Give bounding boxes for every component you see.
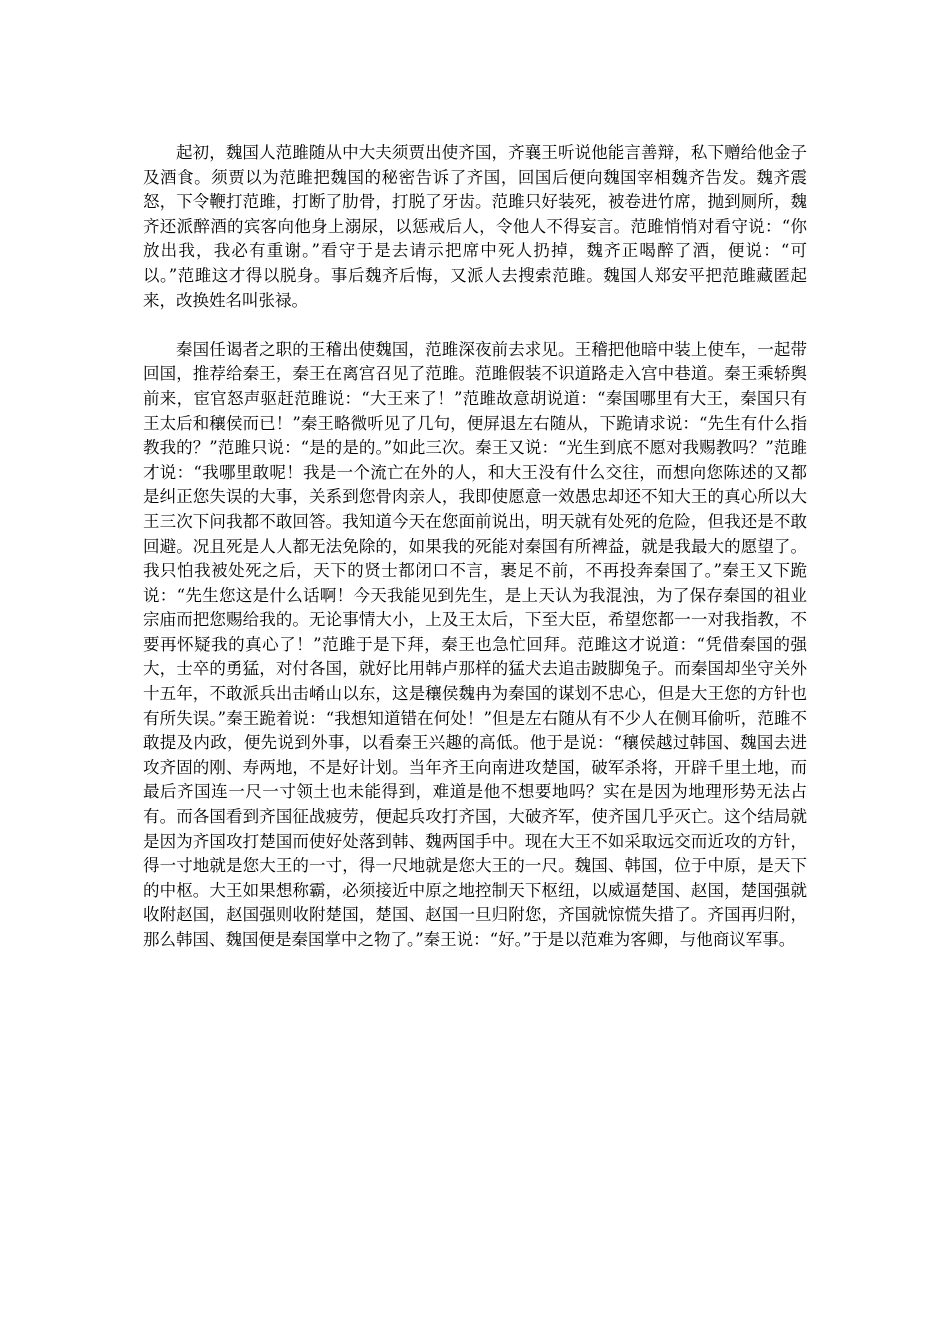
document-page — [143, 141, 807, 953]
paragraph-1: 起初，魏国人范雎随从中大夫须贾出使齐国，齐襄王听说他能言善辩，私下赠给他金子及酒食。须贾以为范雎把魏国的秘密告诉了齐国，回国后便向魏国宰相魏齐告发。魏齐震怒，下令鞭打范雎，打断了肋骨，打脱了牙齿。范雎只好装死，被卷进竹席，抛到厕所，魏齐还派醉酒的宾客向他身上溺尿，以惩戒后人，令他人不得妄言。范雎悄悄对看守说：“你放出我，我必有重谢。”看守于是去请示把席中死人扔掉，魏齐正喝醉了酒，便说：“可以。”范雎这才得以脱身。事后魏齐后悔，又派人去搜索范雎。魏国人郑安平把范雎藏匿起来，改换姓名叫张禄。 — [143, 143, 807, 310]
paragraph-2: 秦国任谒者之职的王稽出使魏国，范雎深夜前去求见。王稽把他暗中装上使车，一起带回国，推荐给秦王，秦王在离宫召见了范雎。范雎假装不识道路走入宫中巷道。秦王乘轿舆前来，宦官怒声驱赶范雎说：“大王来了！”范雎故意胡说道：“秦国哪里有大王，秦国只有王太后和穰侯而已！”秦王略微听见了几句，便屏退左右随从，下跪请求说：“先生有什么指教我的？”范雎只说：“是的是的。”如此三次。秦王又说：“光生到底不愿对我赐教吗？”范雎才说：“我哪里敢呢！我是一个流亡在外的人，和大王没有什么交往，而想向您陈述的又都是纠正您失误的大事，关系到您骨肉亲人，我即使愿意一效愚忠却还不知大王的真心所以大王三次下问我都不敢回答。我知道今天在您面前说出，明天就有处死的危险，但我还是不敢回避。况且死是人人都无法免除的，如果我的死能对秦国有所裨益，就是我最大的愿望了。我只怕我被处死之后，天下的贤士都闭口不言，裹足不前，不再投奔秦国了。”秦王又下跪说：“先生您这是什么话啊！今天我能见到先生，是上天认为我混浊，为了保存秦国的祖业宗庙而把您赐给我的。无论事情大小，上及王太后，下至大臣，希望您都一一对我指教，不要再怀疑我的真心了！”范雎于是下拜，秦王也急忙回拜。范雎这才说道：“凭借秦国的强大，士卒的勇猛，对付各国，就好比用韩卢那样的猛犬去追击跛脚兔子。而秦国却坐守关外十五年，不敢派兵出击崤山以东，这是穰侯魏冉为秦国的谋划不忠心，但是大王您的方针也有所失误。”秦王跪着说：“我想知道错在何处！”但是左右随从有不少人在侧耳偷听，范雎不敢提及内政，便先说到外事，以看秦王兴趣的高低。他于是说：“穰侯越过韩国、魏国去进攻齐固的刚、寿两地，不是好计划。当年齐王向南进攻楚国，破军杀将，开辟千里土地，而最后齐国连一尺一寸领土也未能得到，难道是他不想要地吗？实在是因为地理形势无法占有。而各国看到齐国征战疲劳，便起兵攻打齐国，大破齐军，使齐国几乎灭亡。这个结局就是因为齐国攻打楚国而使好处落到韩、魏两国手中。现在大王不如采取远交而近攻的方针，得一寸地就是您大王的一寸，得一尺地就是您大王的一尺。魏国、韩国，位于中原，是天下的中枢。大王如果想称霸，必须接近中原之地控制天下枢纽，以威逼楚国、赵国，楚国强就收附赵国，赵国强则收附楚国，楚国、赵国一旦归附您，齐国就惊慌失措了。齐国再归附，那么韩国、魏国便是秦国掌中之物了。”秦王说：“好。”于是以范难为客卿，与他商议军事。 — [143, 339, 807, 949]
